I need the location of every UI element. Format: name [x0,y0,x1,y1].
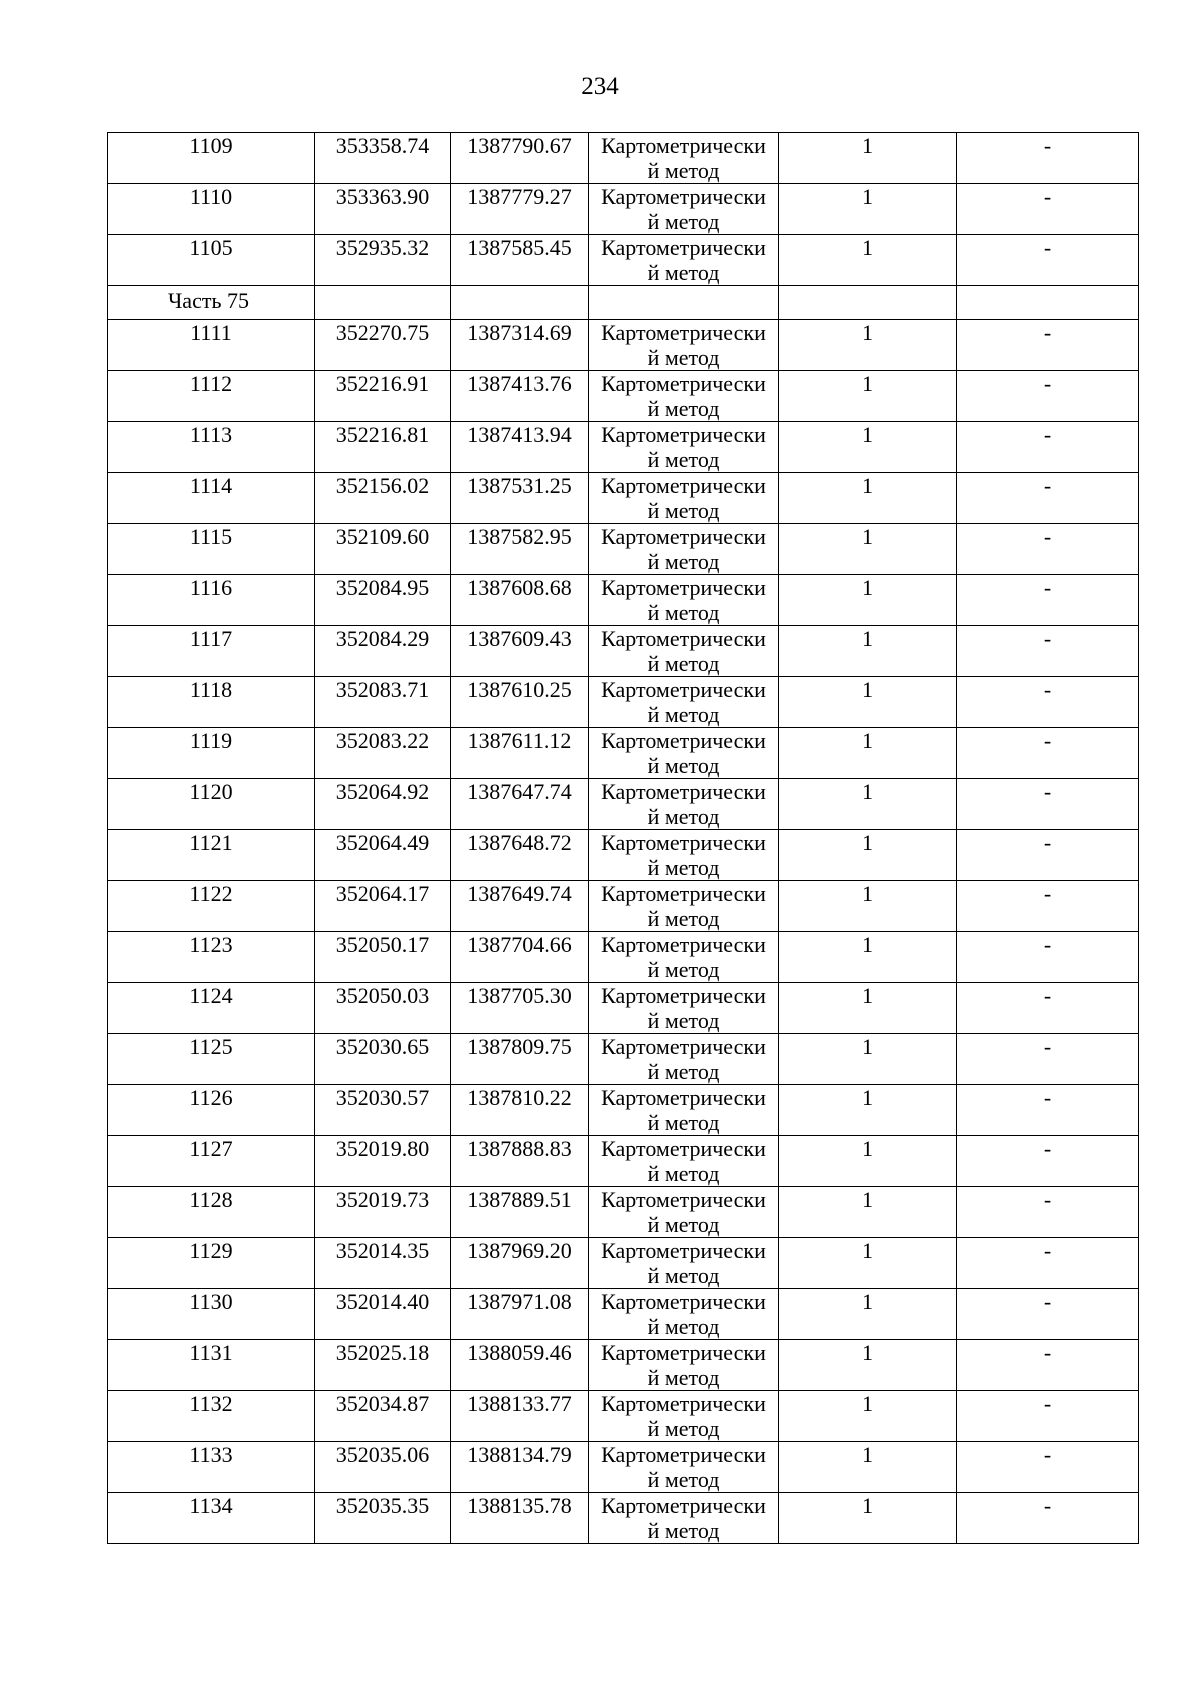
x-coordinate-cell: 352050.03 [315,983,451,1034]
method-text-line: й метод [647,906,720,931]
method-text-line: Картометрически [601,881,766,906]
method-text-line: Картометрически [601,1493,766,1518]
method-text-line: й метод [647,855,720,880]
method-text-line: Картометрически [601,320,766,345]
method-cell [589,1187,779,1238]
method-text-line: й метод [647,1161,720,1186]
method-text-line: й метод [647,1110,720,1135]
method-cell [589,677,779,728]
method-text-line: Картометрически [601,1442,766,1467]
note-cell: - [957,133,1139,184]
coordinates-table-body [108,133,1139,1544]
table-row [108,133,1139,184]
y-coordinate-cell: 1387585.45 [451,235,589,286]
method-cell [589,1340,779,1391]
note-cell: - [957,1391,1139,1442]
accuracy-cell: 1 [779,983,957,1034]
accuracy-cell: 1 [779,779,957,830]
x-coordinate-cell: 352216.91 [315,371,451,422]
table-row [108,422,1139,473]
point-number-cell: 1122 [108,881,315,932]
note-cell: - [957,1289,1139,1340]
method-cell [589,184,779,235]
note-cell: - [957,1493,1139,1544]
accuracy-cell: 1 [779,1493,957,1544]
accuracy-cell: 1 [779,1136,957,1187]
table-row [108,184,1139,235]
method-text-line: й метод [647,702,720,727]
method-text-line: Картометрически [601,133,766,158]
method-text-line: й метод [647,1314,720,1339]
accuracy-cell: 1 [779,235,957,286]
point-number-cell: 1129 [108,1238,315,1289]
method-cell [589,881,779,932]
method-cell [589,133,779,184]
accuracy-cell: 1 [779,932,957,983]
y-coordinate-cell: 1387649.74 [451,881,589,932]
x-coordinate-cell: 353358.74 [315,133,451,184]
point-number-cell: 1110 [108,184,315,235]
table-row [108,1187,1139,1238]
table-row [108,473,1139,524]
method-text-line: й метод [647,498,720,523]
method-text-line: Картометрически [601,371,766,396]
y-coordinate-cell: 1388059.46 [451,1340,589,1391]
method-text-line: Картометрически [601,830,766,855]
note-cell: - [957,371,1139,422]
y-coordinate-cell: 1388135.78 [451,1493,589,1544]
method-text-line: Картометрически [601,983,766,1008]
point-number-cell: 1123 [108,932,315,983]
x-coordinate-cell: 352216.81 [315,422,451,473]
point-number-cell: 1127 [108,1136,315,1187]
note-cell: - [957,1238,1139,1289]
accuracy-cell: 1 [779,1034,957,1085]
point-number-cell: 1112 [108,371,315,422]
x-coordinate-cell: 353363.90 [315,184,451,235]
note-cell: - [957,830,1139,881]
method-text-line: й метод [647,447,720,472]
method-cell [589,932,779,983]
point-number-cell: 1105 [108,235,315,286]
note-cell: - [957,422,1139,473]
point-number-cell: 1113 [108,422,315,473]
table-row [108,575,1139,626]
table-row [108,728,1139,779]
method-text-line: й метод [647,957,720,982]
x-coordinate-cell: 352083.22 [315,728,451,779]
method-text-line: й метод [647,804,720,829]
x-coordinate-cell: 352019.73 [315,1187,451,1238]
table-row [108,1034,1139,1085]
x-coordinate-cell: 352034.87 [315,1391,451,1442]
point-number-cell: 1121 [108,830,315,881]
method-text-line: Картометрически [601,184,766,209]
point-number-cell: 1134 [108,1493,315,1544]
accuracy-cell: 1 [779,881,957,932]
method-text-line: й метод [647,209,720,234]
method-text-line: Картометрически [601,1187,766,1212]
point-number-cell: 1131 [108,1340,315,1391]
accuracy-cell: 1 [779,320,957,371]
method-cell [589,1238,779,1289]
accuracy-cell: 1 [779,1391,957,1442]
page-number: 234 [581,73,619,100]
method-cell [589,728,779,779]
method-text-line: Картометрически [601,779,766,804]
method-text-line: Картометрически [601,728,766,753]
method-text-line: Картометрически [601,1289,766,1314]
empty-cell [589,286,779,320]
x-coordinate-cell: 352014.35 [315,1238,451,1289]
point-number-cell: 1109 [108,133,315,184]
table-row [108,235,1139,286]
note-cell: - [957,575,1139,626]
point-number-cell: 1111 [108,320,315,371]
method-text-line: Картометрически [601,235,766,260]
method-text-line: й метод [647,549,720,574]
y-coordinate-cell: 1387647.74 [451,779,589,830]
accuracy-cell: 1 [779,728,957,779]
method-text-line: Картометрически [601,473,766,498]
note-cell: - [957,881,1139,932]
y-coordinate-cell: 1387582.95 [451,524,589,575]
table-row [108,1493,1139,1544]
table-row [108,1238,1139,1289]
accuracy-cell: 1 [779,1238,957,1289]
method-text-line: й метод [647,651,720,676]
method-cell [589,983,779,1034]
y-coordinate-cell: 1387969.20 [451,1238,589,1289]
method-text-line: й метод [647,600,720,625]
y-coordinate-cell: 1387413.76 [451,371,589,422]
method-text-line: Картометрически [601,1238,766,1263]
x-coordinate-cell: 352064.17 [315,881,451,932]
accuracy-cell: 1 [779,133,957,184]
note-cell: - [957,184,1139,235]
y-coordinate-cell: 1388133.77 [451,1391,589,1442]
x-coordinate-cell: 352083.71 [315,677,451,728]
table-row [108,932,1139,983]
accuracy-cell: 1 [779,575,957,626]
accuracy-cell: 1 [779,371,957,422]
method-cell [589,473,779,524]
empty-cell [957,286,1139,320]
x-coordinate-cell: 352064.92 [315,779,451,830]
accuracy-cell: 1 [779,422,957,473]
y-coordinate-cell: 1387888.83 [451,1136,589,1187]
table-row [108,677,1139,728]
method-text-line: Картометрически [601,1034,766,1059]
y-coordinate-cell: 1387611.12 [451,728,589,779]
y-coordinate-cell: 1387790.67 [451,133,589,184]
point-number-cell: 1117 [108,626,315,677]
y-coordinate-cell: 1387810.22 [451,1085,589,1136]
point-number-cell: 1133 [108,1442,315,1493]
table-row [108,524,1139,575]
method-text-line: й метод [647,1212,720,1237]
note-cell: - [957,677,1139,728]
note-cell: - [957,320,1139,371]
x-coordinate-cell: 352035.06 [315,1442,451,1493]
x-coordinate-cell: 352030.65 [315,1034,451,1085]
x-coordinate-cell: 352019.80 [315,1136,451,1187]
method-cell [589,1289,779,1340]
accuracy-cell: 1 [779,1442,957,1493]
note-cell: - [957,626,1139,677]
accuracy-cell: 1 [779,677,957,728]
method-text-line: Картометрически [601,422,766,447]
accuracy-cell: 1 [779,1289,957,1340]
note-cell: - [957,1136,1139,1187]
method-cell [589,422,779,473]
method-text-line: й метод [647,1416,720,1441]
y-coordinate-cell: 1388134.79 [451,1442,589,1493]
note-cell: - [957,983,1139,1034]
method-cell [589,1085,779,1136]
point-number-cell: 1130 [108,1289,315,1340]
point-number-cell: 1132 [108,1391,315,1442]
table-row [108,626,1139,677]
note-cell: - [957,1340,1139,1391]
method-text-line: й метод [647,1008,720,1033]
accuracy-cell: 1 [779,626,957,677]
method-text-line: Картометрически [601,932,766,957]
method-cell [589,1136,779,1187]
method-text-line: й метод [647,1365,720,1390]
accuracy-cell: 1 [779,1340,957,1391]
accuracy-cell: 1 [779,524,957,575]
x-coordinate-cell: 352270.75 [315,320,451,371]
x-coordinate-cell: 352025.18 [315,1340,451,1391]
y-coordinate-cell: 1387531.25 [451,473,589,524]
note-cell: - [957,779,1139,830]
point-number-cell: 1124 [108,983,315,1034]
accuracy-cell: 1 [779,1085,957,1136]
accuracy-cell: 1 [779,1187,957,1238]
method-text-line: й метод [647,260,720,285]
y-coordinate-cell: 1387779.27 [451,184,589,235]
x-coordinate-cell: 352030.57 [315,1085,451,1136]
table-row [108,371,1139,422]
method-cell [589,1442,779,1493]
empty-cell [451,286,589,320]
method-text-line: й метод [647,1263,720,1288]
y-coordinate-cell: 1387889.51 [451,1187,589,1238]
method-cell [589,524,779,575]
y-coordinate-cell: 1387809.75 [451,1034,589,1085]
x-coordinate-cell: 352935.32 [315,235,451,286]
note-cell: - [957,1085,1139,1136]
note-cell: - [957,932,1139,983]
note-cell: - [957,1034,1139,1085]
point-number-cell: 1128 [108,1187,315,1238]
x-coordinate-cell: 352156.02 [315,473,451,524]
y-coordinate-cell: 1387971.08 [451,1289,589,1340]
method-cell [589,779,779,830]
section-label: Часть 75 [108,286,315,320]
table-row [108,1289,1139,1340]
method-cell [589,1391,779,1442]
method-text-line: Картометрически [601,1340,766,1365]
method-cell [589,575,779,626]
x-coordinate-cell: 352109.60 [315,524,451,575]
method-text-line: й метод [647,1467,720,1492]
note-cell: - [957,235,1139,286]
note-cell: - [957,524,1139,575]
method-cell [589,235,779,286]
point-number-cell: 1114 [108,473,315,524]
table-row [108,320,1139,371]
coordinates-table [107,132,1139,1544]
point-number-cell: 1126 [108,1085,315,1136]
method-text-line: Картометрически [601,1085,766,1110]
method-text-line: й метод [647,345,720,370]
point-number-cell: 1116 [108,575,315,626]
y-coordinate-cell: 1387648.72 [451,830,589,881]
note-cell: - [957,1187,1139,1238]
method-text-line: й метод [647,753,720,778]
point-number-cell: 1119 [108,728,315,779]
table-row [108,1085,1139,1136]
method-text-line: Картометрически [601,524,766,549]
x-coordinate-cell: 352084.95 [315,575,451,626]
method-text-line: Картометрически [601,1136,766,1161]
method-text-line: й метод [647,396,720,421]
x-coordinate-cell: 352050.17 [315,932,451,983]
accuracy-cell: 1 [779,184,957,235]
y-coordinate-cell: 1387314.69 [451,320,589,371]
point-number-cell: 1118 [108,677,315,728]
y-coordinate-cell: 1387610.25 [451,677,589,728]
point-number-cell: 1125 [108,1034,315,1085]
point-number-cell: 1115 [108,524,315,575]
method-cell [589,320,779,371]
table-row [108,779,1139,830]
method-text-line: й метод [647,158,720,183]
table-row [108,983,1139,1034]
table-row [108,1391,1139,1442]
table-row [108,830,1139,881]
y-coordinate-cell: 1387608.68 [451,575,589,626]
table-row [108,1136,1139,1187]
method-text-line: Картометрически [601,677,766,702]
table-row [108,1340,1139,1391]
y-coordinate-cell: 1387609.43 [451,626,589,677]
empty-cell [315,286,451,320]
x-coordinate-cell: 352035.35 [315,1493,451,1544]
x-coordinate-cell: 352084.29 [315,626,451,677]
note-cell: - [957,473,1139,524]
x-coordinate-cell: 352064.49 [315,830,451,881]
y-coordinate-cell: 1387704.66 [451,932,589,983]
empty-cell [779,286,957,320]
method-text-line: Картометрически [601,1391,766,1416]
method-cell [589,830,779,881]
section-header-row [108,286,1139,320]
method-cell [589,626,779,677]
x-coordinate-cell: 352014.40 [315,1289,451,1340]
y-coordinate-cell: 1387705.30 [451,983,589,1034]
accuracy-cell: 1 [779,830,957,881]
table-row [108,1442,1139,1493]
note-cell: - [957,728,1139,779]
y-coordinate-cell: 1387413.94 [451,422,589,473]
method-cell [589,1034,779,1085]
method-cell [589,371,779,422]
method-text-line: й метод [647,1518,720,1543]
method-text-line: Картометрически [601,575,766,600]
point-number-cell: 1120 [108,779,315,830]
method-cell [589,1493,779,1544]
accuracy-cell: 1 [779,473,957,524]
method-text-line: й метод [647,1059,720,1084]
method-text-line: Картометрически [601,626,766,651]
note-cell: - [957,1442,1139,1493]
table-row [108,881,1139,932]
